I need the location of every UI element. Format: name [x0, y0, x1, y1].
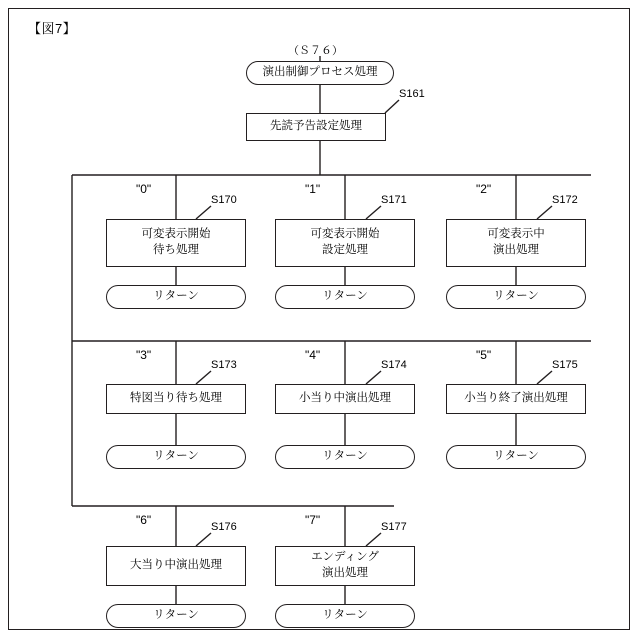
- branch-label-0: "0": [136, 182, 152, 196]
- node-s171: 可変表示開始 設定処理: [275, 219, 415, 267]
- figure-label: 【図7】: [28, 21, 77, 36]
- step-label-s175: S175: [552, 359, 578, 371]
- node-process-start: 演出制御プロセス処理: [246, 61, 394, 85]
- figure-border: [8, 8, 630, 630]
- branch-label-6: "6": [136, 513, 152, 527]
- node-return-s170: リターン: [106, 285, 246, 309]
- branch-label-4: "4": [305, 348, 321, 362]
- node-s170: 可変表示開始 待ち処理: [106, 219, 246, 267]
- top-step-tag: （Ｓ７６）: [288, 45, 343, 57]
- node-s177: エンディング 演出処理: [275, 546, 415, 586]
- node-return-s171: リターン: [275, 285, 415, 309]
- step-label-s172: S172: [552, 194, 578, 206]
- node-s172: 可変表示中 演出処理: [446, 219, 586, 267]
- branch-label-2: "2": [476, 182, 492, 196]
- node-return-s176: リターン: [106, 604, 246, 628]
- node-return-s174: リターン: [275, 445, 415, 469]
- branch-label-1: "1": [305, 182, 321, 196]
- step-label-s173: S173: [211, 359, 237, 371]
- node-s176: 大当り中演出処理: [106, 546, 246, 586]
- node-return-s177: リターン: [275, 604, 415, 628]
- step-label-s170: S170: [211, 194, 237, 206]
- node-prefetch-setting: 先読予告設定処理: [246, 113, 386, 141]
- node-return-s173: リターン: [106, 445, 246, 469]
- node-s173: 特図当り待ち処理: [106, 384, 246, 414]
- branch-label-5: "5": [476, 348, 492, 362]
- branch-label-7: "7": [305, 513, 321, 527]
- step-label-s174: S174: [381, 359, 407, 371]
- node-s174: 小当り中演出処理: [275, 384, 415, 414]
- node-s175: 小当り終了演出処理: [446, 384, 586, 414]
- node-return-s172: リターン: [446, 285, 586, 309]
- step-label-s171: S171: [381, 194, 407, 206]
- step-label-s176: S176: [211, 521, 237, 533]
- branch-label-3: "3": [136, 348, 152, 362]
- node-return-s175: リターン: [446, 445, 586, 469]
- step-label-s161: S161: [399, 88, 425, 100]
- step-label-s177: S177: [381, 521, 407, 533]
